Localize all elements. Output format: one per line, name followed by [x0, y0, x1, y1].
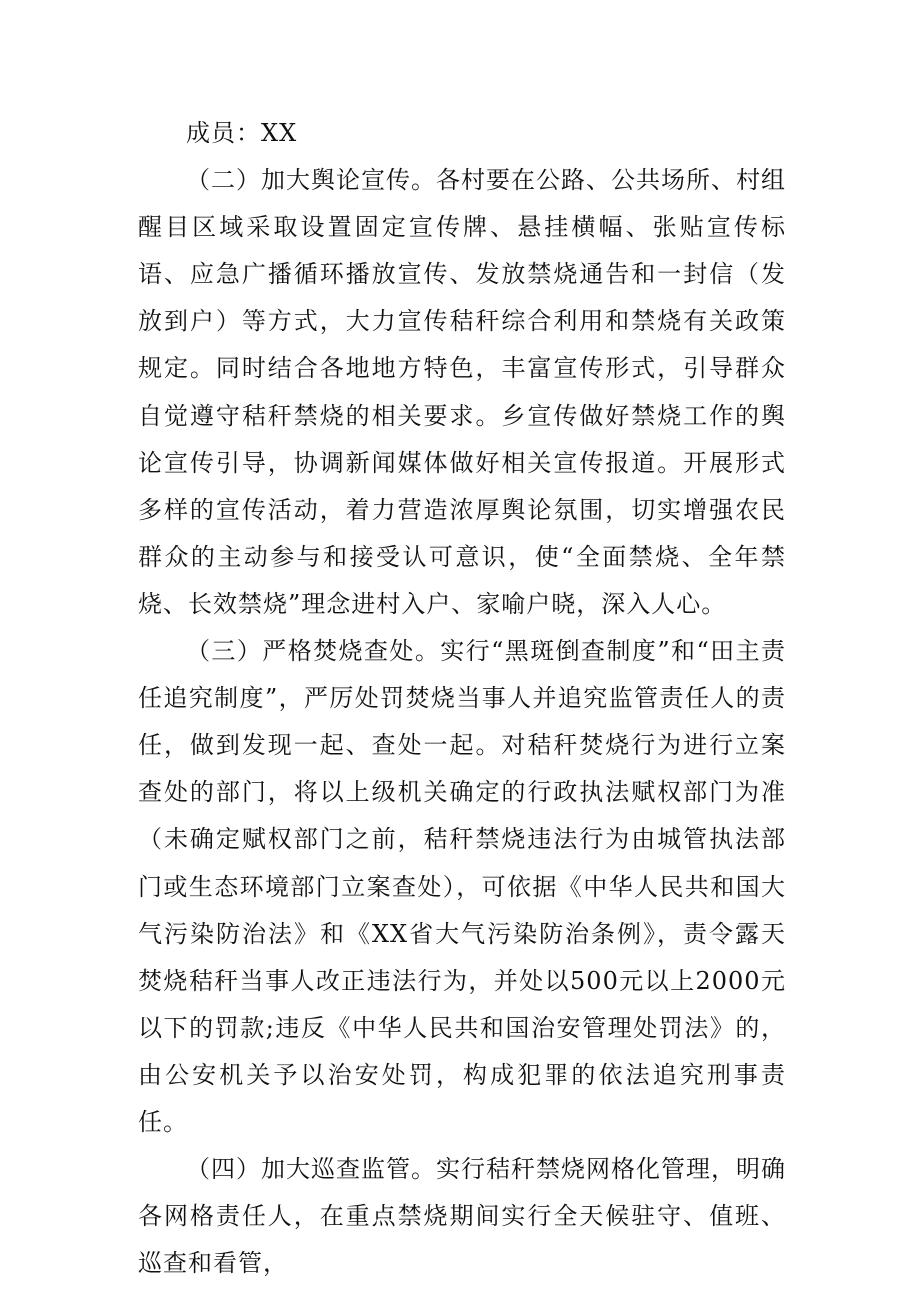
members-line: 成员：XX	[186, 119, 298, 147]
document-body	[138, 110, 786, 1287]
paragraph-inspection: （四）加大巡查监管。实行秸秆禁烧网格化管理，明确各网格责任人，在重点禁烧期间实行全天候驻守、值班、巡查和看管，	[138, 1155, 786, 1278]
paragraph-investigation: （三）严格焚烧查处。实行“黑斑倒查制度”和“田主责任追究制度”，严厉处罚焚烧当事人并追究监管责任人的责任，做到发现一起、查处一起。对秸秆焚烧行为进行立案查处的部门，将以上级机关确定的行政执法赋权部门为准（未确定赋权部门之前，秸秆禁烧违法行为由城管执法部门或生态环境部门立案查处），可依据《中华人民共和国大气污染防治法》和《XX省大气污染防治条例》，责令露天焚烧秸秆当事人改正违法行为，并处以500元以上2000元以下的罚款;违反《中华人民共和国治安管理处罚法》的，由公安机关予以治安处罚，构成犯罪的依法追究刑事责任。	[138, 637, 786, 1136]
paragraph-publicity: （二）加大舆论宣传。各村要在公路、公共场所、村组醒目区域采取设置固定宣传牌、悬挂横幅、张贴宣传标语、应急广播循环播放宣传、发放禁烧通告和一封信（发放到户）等方式，大力宣传秸秆综合利用和禁烧有关政策规定。同时结合各地地方特色，丰富宣传形式，引导群众自觉遵守秸秆禁烧的相关要求。乡宣传做好禁烧工作的舆论宣传引导，协调新闻媒体做好相关宣传报道。开展形式多样的宣传活动，着力营造浓厚舆论氛围，切实增强农民群众的主动参与和接受认可意识，使“全面禁烧、全年禁烧、长效禁烧”理念进村入户、家喻户晓，深入人心。	[138, 166, 786, 618]
